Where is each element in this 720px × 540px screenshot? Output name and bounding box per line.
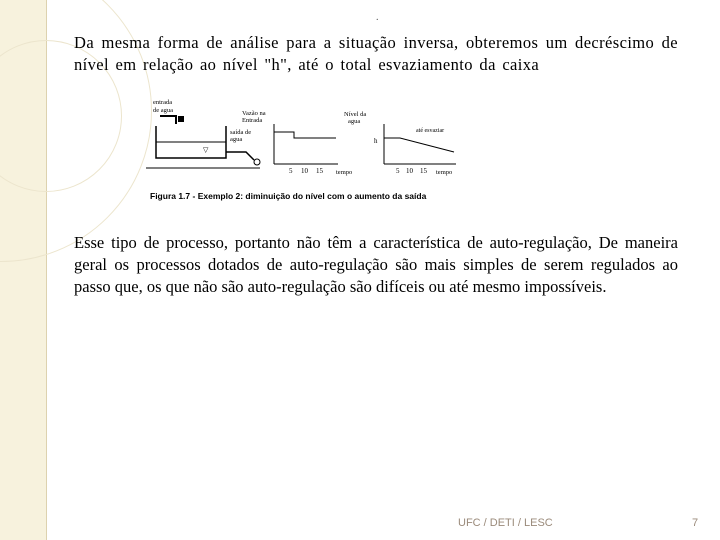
inlet-valve xyxy=(178,116,184,122)
flow-step-line xyxy=(274,132,336,138)
outlet-flow xyxy=(254,159,260,165)
level-after-label: até esvaziar xyxy=(416,128,445,134)
dot-mark: . xyxy=(376,12,379,23)
level-h-label: h xyxy=(374,137,378,145)
outlet-label-1: saída de xyxy=(230,129,252,136)
flow-tick: 5 xyxy=(289,167,293,175)
inlet-label-1: entrada xyxy=(153,99,173,106)
bullet-text-1: Da mesma forma de análise para a situação inversa, obteremos um decréscimo de nível em relação ao nível "h", até o total esvaziamento da caixa xyxy=(74,33,678,74)
footer-center: UFC / DETI / LESC xyxy=(458,517,553,529)
flow-label-1: Vazão na xyxy=(242,110,266,117)
figure xyxy=(138,96,478,208)
level-tick: 10 xyxy=(406,167,413,175)
water-level-mark: ▽ xyxy=(203,146,209,154)
bullet-text-2: Esse tipo de processo, portanto não têm a característica de auto-regulação, De maneira geral os processos dotados de auto-regulação são mais simples de serem regulados ao passo que, os que não são auto-regulação são difíceis ou até mesmo impossíveis. xyxy=(74,233,678,296)
figure-caption: Figura 1.7 - Exemplo 2: diminuição do nível com o aumento da saída xyxy=(150,191,427,201)
inlet-label-2: de agua xyxy=(153,107,174,114)
flow-tick: 15 xyxy=(316,167,323,175)
level-tick: 5 xyxy=(396,167,400,175)
page-number: 7 xyxy=(692,517,699,529)
level-time-label: tempo xyxy=(436,169,453,176)
flow-time-label: tempo xyxy=(336,169,353,176)
level-label-2: agua xyxy=(348,118,361,125)
level-tick: 15 xyxy=(420,167,427,175)
flow-label-2: Entrada xyxy=(242,117,263,124)
outlet-label-2: agua xyxy=(230,136,243,143)
level-label-1: Nível da xyxy=(344,111,367,118)
inlet-pipe xyxy=(160,116,176,124)
flow-tick: 10 xyxy=(301,167,308,175)
level-curve xyxy=(384,138,454,152)
outlet-pipe xyxy=(226,152,254,160)
